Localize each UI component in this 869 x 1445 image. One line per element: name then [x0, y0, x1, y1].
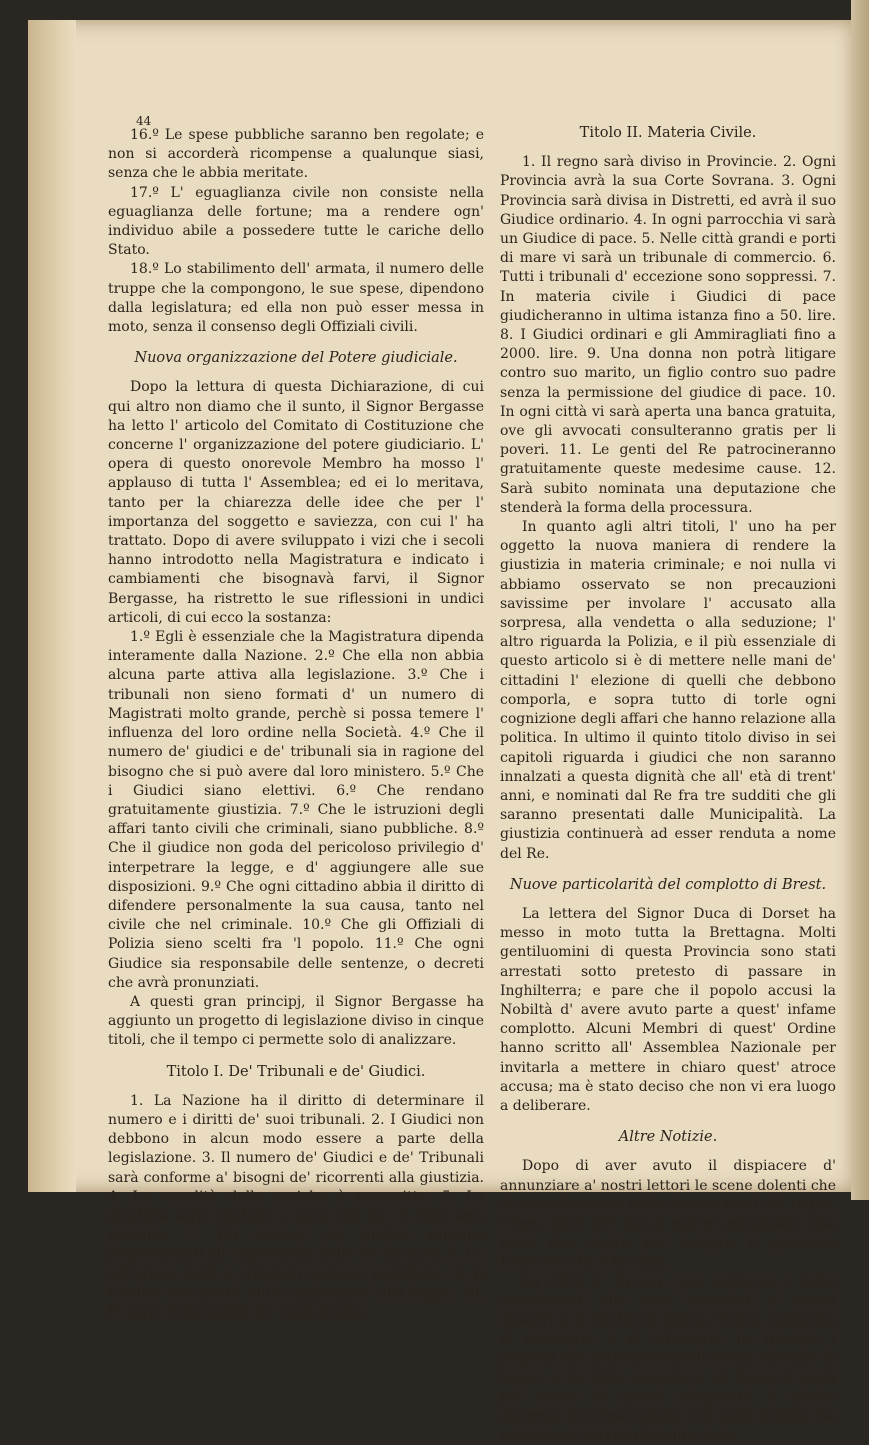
- paragraph-principj: A questi gran principj, il Signor Bergasse ha aggiunto un progetto di legislazione diviso in cinque titoli, che il tempo ci permette solo di analizzare.: [108, 993, 484, 1049]
- paragraph-18: 18.º Lo stabilimento dell' armata, il numero delle truppe che la compongono, le sue spese, dipendono dalla legislatura; ed ella non può esser messa in moto, senza il consenso degli Offiziali civili.: [108, 261, 484, 336]
- paragraph-16: 16.º Le spese pubbliche saranno ben regolate; e non si accorderà ricompense a qualunque siasi, senza che le abbia meritate.: [108, 127, 484, 182]
- right-column: [500, 124, 836, 1445]
- heading-titolo-2: Titolo II. Materia Civile.: [579, 125, 757, 141]
- left-column: [108, 108, 484, 1322]
- adjacent-page-edge: [851, 0, 869, 1200]
- paragraph-titolo-2: 1. Il regno sarà diviso in Provincie. 2. Ogni Provincia avrà la sua Corte Sovrana. 3. Ogni Provincia sarà divisa in Distretti, ed avrà il suo Giudice ordinario. 4. In ogni parrocchia vi sarà un Giudice di pace. 5. Nelle città grandi e porti di mare vi sarà un tribunale di commercio. 6. Tutti i tribunali d' eccezione sono soppressi. 7. In materia civile i Giudici di pace giudicheranno in ultima istanza fino a 50. lire. 8. I Giudici ordinari e gli Ammiragliati fino a 2000. lire. 9. Una donna non potrà litigare contro suo marito, un figlio contro suo padre senza la permissione del giudice di pace. 10. In ogni città vi sarà aperta una banca gratuita, ove gli avvocati consulteranno gratis per li poveri. 11. Le genti del Re patrocineranno gratuitamente queste medesime cause. 12. Sarà subito nominata una deputazione che stenderà la forma della processura.: [500, 154, 836, 516]
- page-binding-shadow: [28, 20, 76, 1192]
- paragraph-dopo-lettura: Dopo la lettura di questa Dichiarazione, di cui qui altro non diamo che il sunto, il Signor Bergasse ha letto l' articolo del Comitato di Costituzione che concerne l' organizzazione del potere giudiciario. L' opera di questo onorevole Membro ha mosso l' applauso di tutta l' Assemblea; ed ei lo meritava, tanto per la chiarezza delle idee che per l' importanza del soggetto e saviezza, con cui l' ha trattato. Dopo di avere sviluppato i vizi che i secoli hanno introdotto nella Magistratura e indicato i cambiamenti che bisognavà farvi, il Signor Bergasse, ha ristretto le sue riflessioni in undici articoli, di cui ecco la sostanza:: [108, 379, 484, 626]
- paragraph-titolo-1: 1. La Nazione ha il diritto di determinare il numero e i diritti de' suoi tribunali. 2. I Giudici non debbono in alcun modo essere a parte della legislazione. 3. Il numero de' Giudici e de' Tribunali sarà conforme a' bisogni de' ricorrenti alla giustizia. 4. La venalità delle cariche è proscritta. 5. La giustizia sarà renduta a nome del Re. 6. Ella sarà gratuita. 7. Gli onorarj de' giudici saranno proporzionati all' importanza delle lor funzioni. 8. Le istruzioni civili e criminali saranno pubbliche. 9. Il Giudice non potrà nulla aggiungere alla legge. 10. Ei sarà responsabile de' suoi giudizi.: [108, 1092, 484, 1320]
- heading-nuova-organizzazione: Nuova organizzazione del Potere giudiciale.: [134, 350, 458, 367]
- paragraph-articles: 1.º Egli è essenziale che la Magistratura dipenda interamente dalla Nazione. 2.º Che ella non abbia alcuna parte attiva alla legislazione. 3.º Che i tribunali non sieno formati d' un numero di Magistrati molto grande, perchè si possa temere l' influenza del loro ordine nella Società. 4.º Che il numero de' giudici e de' tribunali sia in ragione del bisogno che si può avere dal loro ministero. 5.º Che i Giudici siano elettivi. 6.º Che rendano gratuitamente giustizia. 7.º Che le istruzioni degli affari tanto civili che criminali, siano pubbliche. 8.º Che il giudice non goda del pericoloso privilegio d' interpetrare la legge, e d' aggiungere alle sue disposizioni. 9.º Che ogni cittadino abbia il diritto di difendere personalmente la sua causa, tanto nel civile che nel criminale. 10.º Che gli Offiziali di Polizia sieno scelti fra 'l popolo. 11.º Che ogni Giudice sia responsabile delle sentenze, o decreti che avrà pronunziati.: [108, 629, 484, 991]
- heading-complotto-brest: Nuove particolarità del complotto di Brest.: [509, 876, 827, 893]
- paragraph-altri-titoli: In quanto agli altri titoli, l' uno ha per oggetto la nuova maniera di rendere la giustizia in materia criminale; e noi nulla vi abbiamo osservato se non precauzioni savissime per involare l' accusato alla sorpresa, alla vendetta o alla seduzione; l' altro riguarda la Polizia, e il più essenziale di questo articolo si è di mettere nelle mani de' cittadini l' elezione di quelli che debbono comporla, e sopra tutto di torle ogni cognizione degli affari che hanno relazione alla politica. In ultimo il quinto titolo diviso in sei capitoli riguarda i giudici che non saranno innalzati a questa dignità che all' età di trent' anni, e nominati dal Re fra tre sudditi che gli saranno presentati dalle Municipalità. La giustizia continuerà ad esser renduta a nome del Re.: [500, 519, 836, 862]
- heading-altre-notizie: Altre Notizie.: [618, 1129, 718, 1146]
- page-number: 44: [136, 114, 152, 128]
- paragraph-notizie: Dopo di aver avuto il dispiacere d' annunziare a' nostri lettori le scene dolenti che si sono rinnovate nelle diverse parti del regno, è ben dolce per noi di potere annunziare una festa che onora per sempre il generoso Francese che l' ha data.: [500, 1158, 836, 1271]
- book-page: [28, 20, 854, 1444]
- heading-titolo-1: Titolo I. De' Tribunali e de' Giudici.: [166, 1063, 426, 1080]
- paragraph-evreux: La Città d' Evreux, per celebrare i felici avvenimenti che sono succeduti a' nostri disastri si è ridotta in milizia Civica, composta di cavalleria, e d' infanteria, ha liberato i prigioni che potevano esserlo senza offender la legge, e ha fatto accendere un fuoco di gioja per mano di questi sciagurati; il giorno appresso la stessa milizia con segni di lutto, ha assistito al Servizio Solenne cele-: [500, 1273, 836, 1444]
- paragraph-brest: La lettera del Signor Duca di Dorset ha messo in moto tutta la Brettagna. Molti gentiluomini di questa Provincia sono stati arrestati sotto pretesto di passare in Inghilterra; e pare che il popolo accusi la Nobiltà d' avere avuto parte a quest' infame complotto. Alcuni Membri di quest' Ordine hanno scritto all' Assemblea Nazionale per invitarla a mettere in chiaro quest' atroce accusa; ma è stato deciso che non vi era luogo a deliberare.: [500, 905, 836, 1114]
- paragraph-17: 17.º L' eguaglianza civile non consiste nella eguaglianza delle fortune; ma a rendere ogn' individuo abile a possedere tutte le cariche dello Stato.: [108, 184, 484, 259]
